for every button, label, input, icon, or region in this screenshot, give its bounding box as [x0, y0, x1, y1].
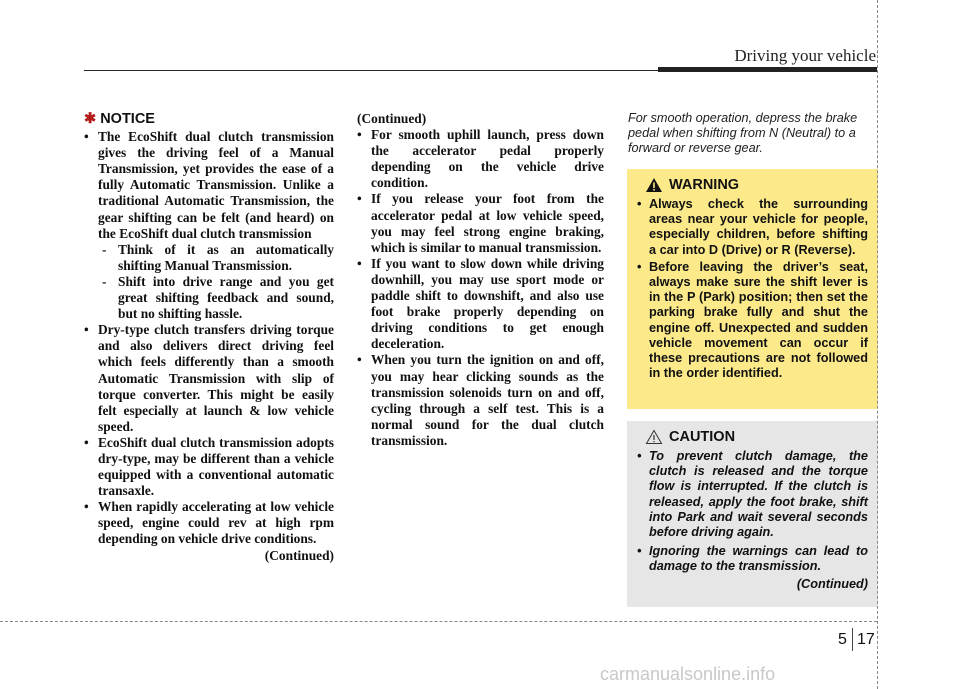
page-number: 17 — [857, 631, 875, 648]
continued-item: • If you want to slow down while driving downhill, you may use sport mode or paddle shift to downshift, and also use foot brake properly depending on driving conditions to get enough deceleration. — [357, 256, 604, 353]
caution-heading — [645, 429, 868, 445]
caution-list — [637, 449, 868, 575]
intro-column — [628, 111, 878, 156]
continued-list — [357, 127, 604, 449]
notice-heading — [84, 111, 334, 127]
caution-continued: (Continued) — [796, 576, 868, 591]
header-rule-thick — [658, 67, 877, 72]
warning-item: • Before leaving the driver’s seat, always make sure the shift lever is in the P (Park) position; then set the parking brake fully and shut the engine off. Unexpected and sudden vehicle movement can occur if these precautions are not followed in the order identified. — [637, 260, 868, 382]
warning-title: WARNING — [669, 177, 740, 193]
caution-item: • To prevent clutch damage, the clutch is released and the torque flow is interrupted. If the clutch is released, apply the foot brake, shift into Park and wait several seconds before driving again. — [637, 449, 868, 540]
notice-item: • When rapidly accelerating at low vehicle speed, engine could rev at high rpm depending on vehicle drive conditions. — [84, 499, 334, 547]
notice-subitem: - Shift into drive range and you get great shifting feedback and sound, but no shifting hassle. — [98, 274, 334, 322]
header-rule-thin — [84, 70, 694, 71]
section-header-title: Driving your vehicle — [734, 46, 876, 65]
warning-item: • Always check the surrounding areas near your vehicle for people, especially children, before shifting a car into D (Drive) or R (Reverse). — [637, 197, 868, 258]
warning-box — [627, 169, 878, 409]
caution-box — [627, 421, 878, 607]
notice-title: NOTICE — [100, 111, 155, 127]
intro-paragraph: For smooth operation, depress the brake pedal when shifting from N (Neutral) to a forward or reverse gear. — [628, 111, 858, 155]
continued-item: • If you release your foot from the accelerator pedal at low vehicle speed, you may feel strong engine braking, which is similar to manual transmission. — [357, 191, 604, 255]
notice-column — [84, 111, 334, 564]
caution-title: CAUTION — [669, 429, 736, 445]
notice-continued: (Continued) — [264, 547, 334, 563]
notice-star-icon: ✱ — [84, 111, 97, 127]
notice-list — [84, 129, 334, 547]
warning-heading — [645, 177, 868, 193]
caution-triangle-icon — [645, 429, 663, 445]
continued-header: (Continued) — [357, 111, 427, 126]
footer-vertical-rule — [877, 0, 878, 689]
caution-item: • Ignoring the warnings can lead to damage to the transmission. — [637, 544, 868, 574]
notice-item — [84, 129, 334, 322]
continued-item: • For smooth uphill launch, press down the accelerator pedal properly depending on the vehicle drive condition. — [357, 127, 604, 191]
page-number-divider — [852, 628, 853, 651]
continued-item: • When you turn the ignition on and off, you may hear clicking sounds as the transmission solenoids turn on and off, cycling through a self test. This is a normal sound for the dual clutch transmission. — [357, 352, 604, 449]
notice-item-text: The EcoShift dual clutch transmission gives the driving feel of a Manual Transmission, yet provides the ease of a fully Automatic Transmission. Unlike a traditional Automatic Transmission, the gear shifting can be felt (and heard) on the EcoShift dual clutch transmission — [98, 129, 334, 241]
watermark: carmanualsonline.info — [600, 664, 776, 684]
notice-item: • EcoShift dual clutch transmission adopts dry-type, may be different than a vehicle equipped with a conventional automatic transaxle. — [84, 435, 334, 499]
section-number: 5 — [838, 631, 847, 648]
continued-column — [357, 111, 604, 449]
warning-list — [637, 197, 868, 381]
footer-rule — [0, 621, 877, 622]
notice-item: • Dry-type clutch transfers driving torque and also delivers direct driving feel which feels differently than a smooth Automatic Transmission with slip of torque converter. This might be easily felt especially at launch & low vehicle speed. — [84, 322, 334, 435]
notice-subitem: - Think of it as an automatically shifting Manual Transmission. — [98, 242, 334, 274]
warning-triangle-icon — [645, 177, 663, 193]
